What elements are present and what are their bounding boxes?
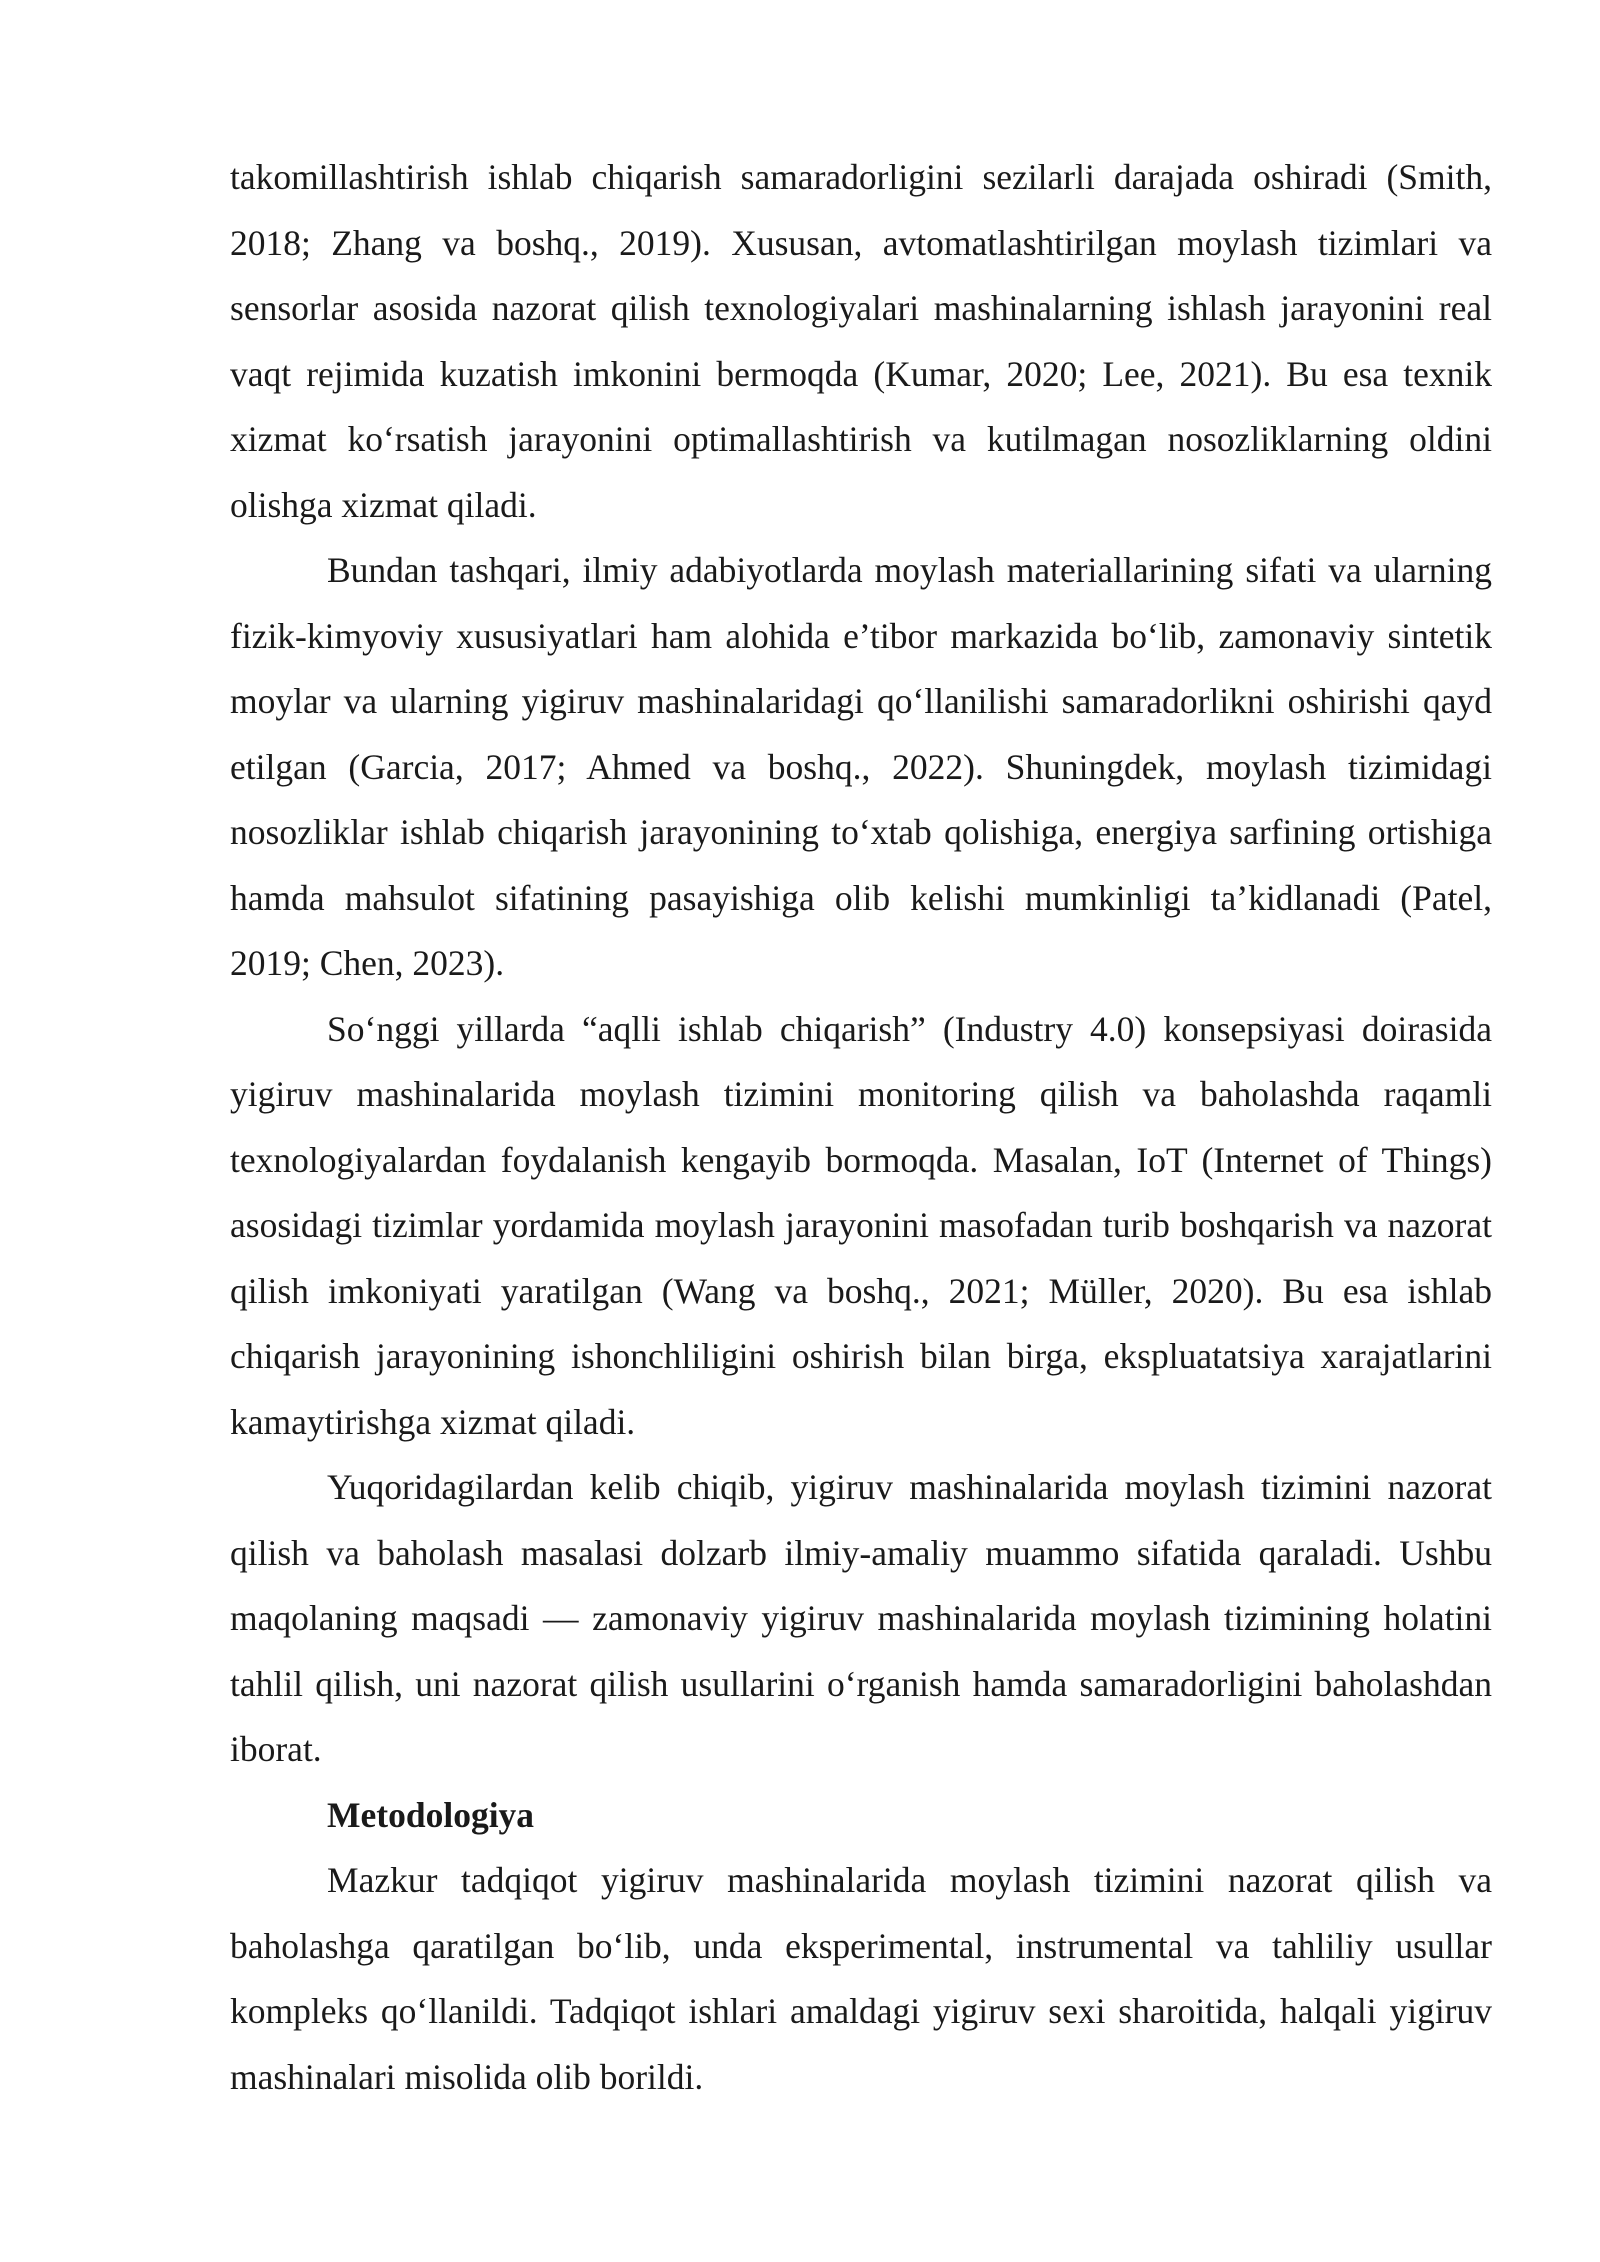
paragraph-industry-4: So‘nggi yillarda “aqlli ishlab chiqarish” (Industry 4.0) konsepsiyasi doirasida yigiruv mashinalarida moylash tizimini monitoring qilish va baholashda raqamli texnologiyalardan foydalanish kengayib bormoqda. Masalan, IoT (Internet of Things) asosidagi tizimlar yordamida moylash jarayonini masofadan turib boshqarish va nazorat qilish imkoniyati yaratilgan (Wang va boshq., 2021; Müller, 2020). Bu esa ishlab chiqarish jarayonining ishonchliligini oshirish bilan birga, ekspluatatsiya xarajatlarini kamaytirishga xizmat qiladi. [230,1008,1492,1442]
paragraph-intro-continued: takomillashtirish ishlab chiqarish samaradorligini sezilarli darajada oshiradi (Smith, 2018; Zhang va boshq., 2019). Xususan, avtomatlashtirilgan moylash tizimlari va sensorlar asosida nazorat qilish texnologiyalari mashinalarning ishlash jarayonini real vaqt rejimida kuzatish imkonini bermoqda (Kumar, 2020; Lee, 2021). Bu esa texnik xizmat ko‘rsatish jarayonini optimallashtirish va kutilmagan nosozliklarning oldini olishga xizmat qiladi. [230,157,1492,525]
section-heading-methodology: Metodologiya [327,1794,535,1835]
paragraph-methodology: Mazkur tadqiqot yigiruv mashinalarida moylash tizimini nazorat qilish va baholashga qaratilgan bo‘lib, unda eksperimental, instrumental va tahliliy usullar kompleks qo‘llanildi. Tadqiqot ishlari amaldagi yigiruv sexi sharoitida, halqali yigiruv mashinalari misolida olib borildi. [230,1860,1492,2097]
paragraph-lubricant-materials: Bundan tashqari, ilmiy adabiyotlarda moylash materiallarining sifati va ularning fizik-kimyoviy xususiyatlari ham alohida e’tibor markazida bo‘lib, zamonaviy sintetik moylar va ularning yigiruv mashinalaridagi qo‘llanilishi samaradorlikni oshirishi qayd etilgan (Garcia, 2017; Ahmed va boshq., 2022). Shuningdek, moylash tizimidagi nosozliklar ishlab chiqarish jarayonining to‘xtab qolishiga, energiya sarfining ortishiga hamda mahsulot sifatining pasayishiga olib kelishi mumkinligi ta’kidlanadi (Patel, 2019; Chen, 2023). [230,550,1492,983]
document-page [230,145,1492,2110]
paragraph-objective: Yuqoridagilardan kelib chiqib, yigiruv mashinalarida moylash tizimini nazorat qilish va baholash masalasi dolzarb ilmiy-amaliy muammo sifatida qaraladi. Ushbu maqolaning maqsadi — zamonaviy yigiruv mashinalarida moylash tizimining holatini tahlil qilish, uni nazorat qilish usullarini o‘rganish hamda samaradorligini baholashdan iborat. [230,1467,1492,1769]
